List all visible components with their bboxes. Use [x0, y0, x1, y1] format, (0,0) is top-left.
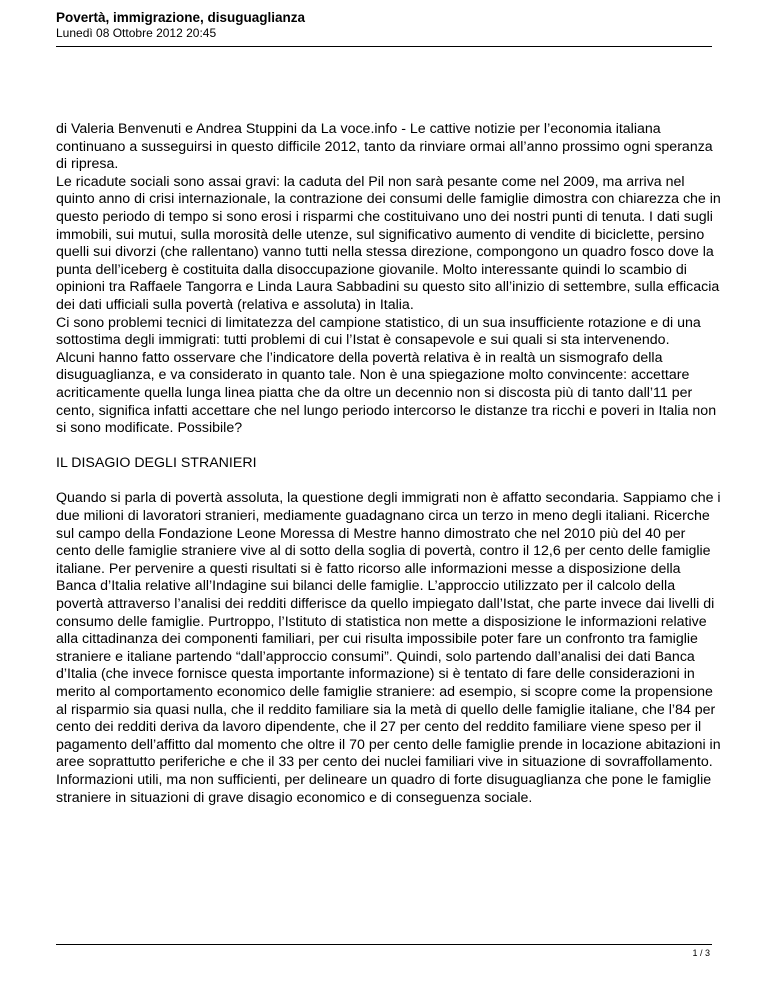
paragraph-intro: di Valeria Benvenuti e Andrea Stuppini da La voce.info - Le cattive notizie per l’economia italiana continuano a susseguirsi in questo difficile 2012, tanto da rinviare ormai all’anno prossimo ogni speranza di ripresa. [56, 121, 713, 173]
article-title: Povertà, immigrazione, disuguaglianza [56, 10, 306, 25]
section-heading: IL DISAGIO DEGLI STRANIERI [56, 455, 257, 472]
spacer [56, 438, 721, 456]
paragraph-relative-poverty: Alcuni hanno fatto osservare che l’indicatore della povertà relativa è in realtà un sismografo della disuguaglianza, e va considerato in quanto tale. Non è una spiegazione molto convincente: accettare acriticamente quella lunga linea piatta che da oltre un decennio non si discosta più di tanto dall’11 per cento, significa infatti accettare che nel lungo periodo intercorso le distanze tra ricchi e poveri in Italia non si sono modificate. Possibile? [56, 349, 717, 437]
page-header [56, 9, 305, 41]
article-date: Lunedì 08 Ottobre 2012 20:45 [56, 26, 217, 40]
page-number: 1 / 3 [692, 948, 710, 958]
paragraph-absolute-poverty: Quando si parla di povertà assoluta, la questione degli immigrati non è affatto secondaria. Sappiamo che i due milioni di lavoratori stranieri, mediamente guadagnano circa un terzo in meno degli italiani. Ricerche sul campo della Fondazione Leone Moressa di Mestre hanno dimostrato che nel 2010 più del 40 per cento delle famiglie straniere vive al di sotto della soglia di povertà, contro il 12,6 per cento delle famiglie italiane. Per pervenire a questi risultati si è fatto ricorso alle informazioni messe a disposizione della Banca d’Italia relative all’Indagine sui bilanci delle famiglie. L’approccio utilizzato per il calcolo della povertà attraverso l’analisi dei redditi differisce da quello impiegato dall’Istat, che parte invece dai livelli di consumo delle famiglie. Purtroppo, l’Istituto di statistica non mette a disposizione le informazioni relative alla cittadinanza dei componenti familiari, per cui risulta impossibile poter fare un confronto tra famiglie straniere e italiane partendo “dall’approccio consumi”. Quindi, solo partendo dall’analisi dei dati Banca d’Italia (che invece fornisce questa importante informazione) si è tentato di fare delle considerazioni in merito al comportamento economico delle famiglie straniere: ad esempio, si scopre come la propensione al risparmio sia quasi nulla, che il reddito familiare sia la metà di quello delle famiglie italiane, che l’84 per cento dei redditi deriva da lavoro dipendente, che il 27 per cento del reddito familiare viene speso per il pagamento dell’affitto dal momento che oltre il 70 per cento delle famiglie prende in locazione abitazioni in aree soprattutto periferiche e che il 33 per cento dei nuclei familiari vive in situazione di sovraffollamento. [56, 490, 721, 771]
paragraph-conclusion: Informazioni utili, ma non sufficienti, per delineare un quadro di forte disuguaglianza che pone le famiglie straniere in situazioni di grave disagio economico e di conseguenza sociale. [56, 771, 712, 806]
paragraph-social-effects: Le ricadute sociali sono assai gravi: la caduta del Pil non sarà pesante come nel 2009, ma arriva nel quinto anno di crisi internazionale, la contrazione dei consumi delle famiglie dimostra con chiarezza che in questo periodo di tempo si sono erosi i risparmi che costituivano uno dei nostri punti di tenuta. I dati sugli immobili, sui mutui, sulla morosità delle utenze, sul significativo aumento di vendite di biciclette, persino quelli sui divorzi (che rallentano) vanno tutti nella stessa direzione, compongono un quadro fosco dove la punta dell’iceberg è costituita dalla disoccupazione giovanile. Molto interessante quindi lo scambio di opinioni tra Raffaele Tangorra e Linda Laura Sabbadini su questo sito all’inizio di settembre, sulla efficacia dei dati ufficiali sulla povertà (relativa e assoluta) in Italia. [56, 173, 721, 313]
header-divider [56, 46, 712, 47]
paragraph-technical-problems: Ci sono problemi tecnici di limitatezza del campione statistico, di un sua insufficiente rotazione e di una sottostima degli immigrati: tutti problemi di cui l’Istat è consapevole e sui quali si sta intervenendo. [56, 314, 701, 349]
spacer [56, 473, 721, 491]
article-body [56, 121, 721, 807]
footer-divider [56, 944, 712, 945]
